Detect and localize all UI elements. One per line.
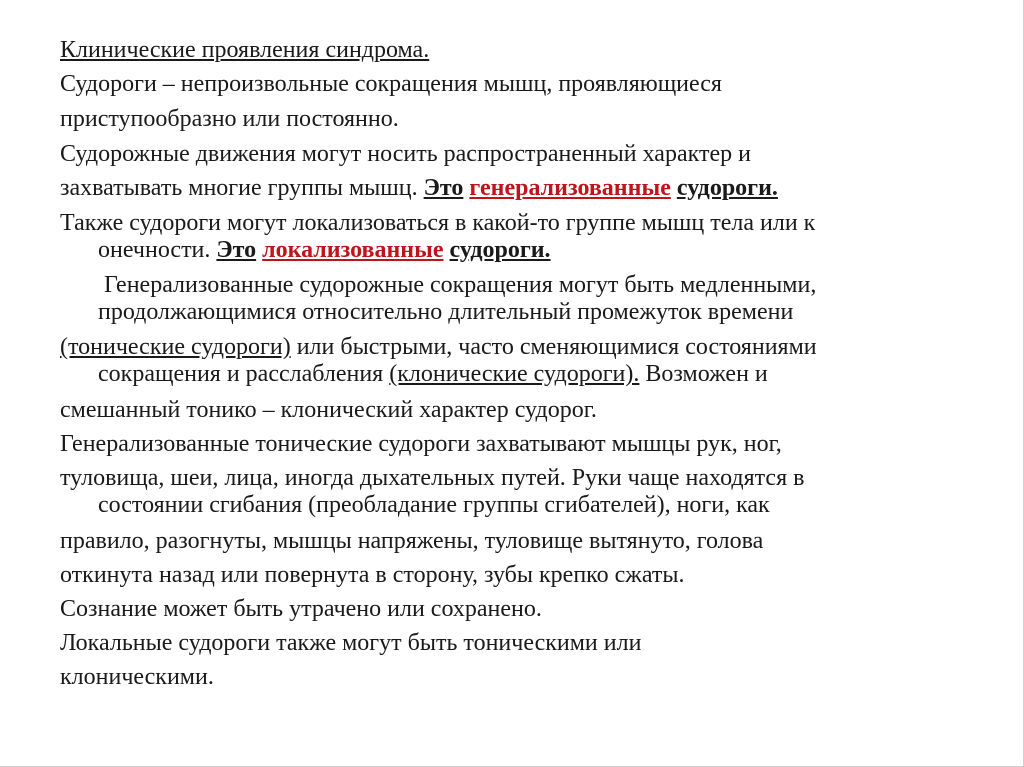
text-line: Локальные судороги также могут быть тоническими или [60,630,642,656]
highlight-term-generalized: генерализованные [469,175,671,201]
text-line: продолжающимися относительно длительный промежуток времени [98,299,794,325]
text-line: клоническими. [60,664,214,690]
text-line: туловища, шеи, лица, иногда дыхательных путей. Руки чаще находятся в [60,465,805,491]
text-line: правило, разогнуты, мышцы напряжены, туловище вытянуто, голова [60,528,764,554]
emphasis-fragment: Это [423,175,464,201]
text-fragment: или быстрыми, часто сменяющимися состояниями [296,334,817,360]
text-line [60,174,778,202]
text-line [98,236,551,264]
text-fragment: Возможен и [645,361,768,387]
text-line [60,333,817,361]
emphasis-fragment: судороги. [676,175,778,201]
text-fragment: захватывать многие группы мышц. [60,175,418,201]
text-line: приступообразно или постоянно. [60,106,399,132]
text-line: смешанный тонико – клонический характер судорог. [60,397,597,423]
emphasis-fragment: Это [216,237,257,263]
text-line: откинута назад или повернута в сторону, зубы крепко сжаты. [60,562,685,588]
text-line: Судорожные движения могут носить распространенный характер и [60,141,751,167]
text-line: Генерализованные тонические судороги захватывают мышцы рук, ног, [60,431,782,457]
text-fragment: сокращения и расслабления [98,361,384,387]
text-line: Судороги – непроизвольные сокращения мышц, проявляющиеся [60,71,722,97]
slide-heading: Клинические проявления синдрома. [60,37,430,63]
text-fragment: онечности. [98,237,211,263]
text-line [98,360,768,388]
term-tonic-seizures: (тонические судороги) [60,334,291,360]
text-line: Генерализованные судорожные сокращения могут быть медленными, [104,272,817,298]
text-line: Также судороги могут локализоваться в какой-то группе мышц тела или к [60,210,816,236]
text-line: Сознание может быть утрачено или сохранено. [60,596,542,622]
term-clonic-seizures: (клонические судороги). [389,361,640,387]
highlight-term-localized: локализованные [262,237,444,263]
emphasis-fragment: судороги. [449,237,551,263]
text-line: состоянии сгибания (преобладание группы сгибателей), ноги, как [98,492,770,518]
